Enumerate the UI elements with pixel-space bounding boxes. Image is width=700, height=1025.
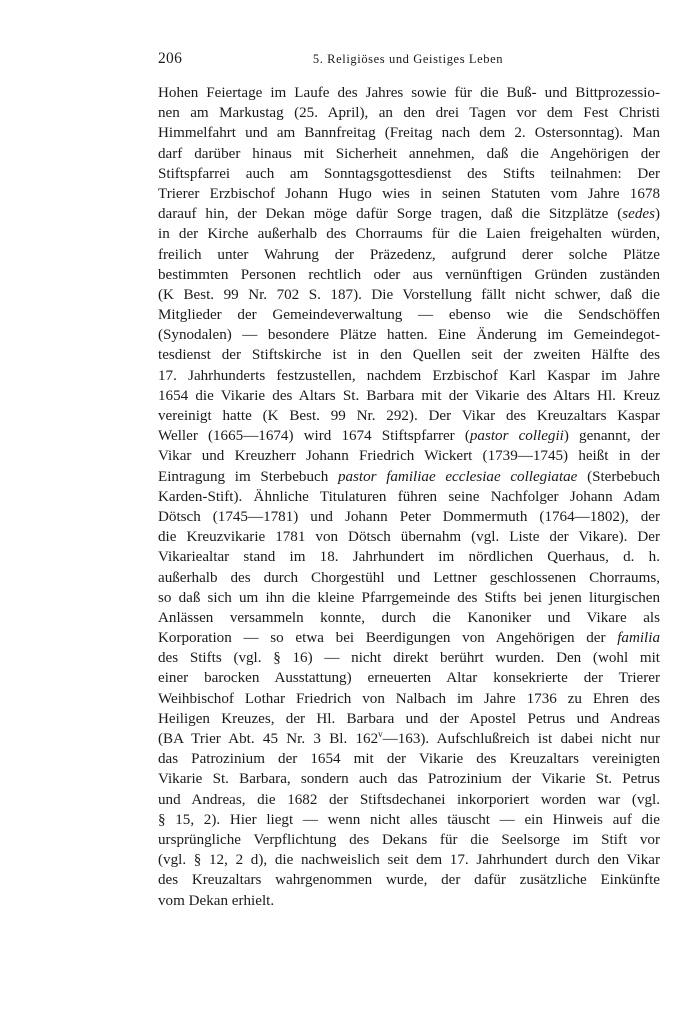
text-line <box>158 588 660 608</box>
text-line <box>158 487 660 507</box>
text-line <box>158 830 660 850</box>
text-segment: darf darüber hinaus mit Sicherheit annehmen, daß die Angehörigen der <box>158 145 660 162</box>
italic-term: sedes <box>622 206 655 223</box>
text-segment: Karden-Stift). Ähnliche Titulaturen führen seine Nachfolger Johann Adam <box>158 488 660 505</box>
text-line <box>158 305 660 325</box>
text-line <box>158 345 660 365</box>
text-segment: Dötsch (1745—1781) und Johann Peter Dommermuth (1764—1802), der <box>158 508 660 525</box>
text-segment: Trierer Erzbischof Johann Hugo wies in seinen Statuten vom Jahre 1678 <box>158 185 660 202</box>
text-line <box>158 386 660 406</box>
text-line <box>158 769 660 789</box>
text-segment: Heiligen Kreuzes, der Hl. Barbara und der Apostel Petrus und Andreas <box>158 710 660 727</box>
text-segment: Mitglieder der Gemeindeverwaltung — ebenso wie die Sendschöffen <box>158 307 660 324</box>
text-segment: Hohen Feiertage im Laufe des Jahres sowie für die Buß- und Bittprozessio- <box>158 85 660 101</box>
italic-term: pastor familiae ecclesiae collegiatae <box>337 468 578 485</box>
text-line <box>158 729 660 749</box>
text-line <box>158 527 660 547</box>
text-segment: einer barocken Ausstattung) erneuerten Altar konsekrierte der Trierer <box>158 670 660 687</box>
text-line <box>158 184 660 204</box>
superscript: v <box>378 728 383 739</box>
text-segment: ) genannt, der <box>563 428 661 445</box>
text-line <box>158 103 660 123</box>
text-segment: (Synodalen) — besondere Plätze hatten. Eine Änderung im Gemeindegot- <box>158 327 660 344</box>
text-line <box>158 446 660 466</box>
text-segment: Himmelfahrt und am Bannfreitag (Freitag nach dem 2. Ostersonntag). Man <box>158 125 660 142</box>
text-segment: bestimmten Personen rechtlich oder aus vernünftigen Gründen zuständen <box>158 266 660 283</box>
text-line <box>158 709 660 729</box>
text-line <box>158 406 660 426</box>
text-segment: so daß sich um ihn die kleine Pfarrgemeinde des Stifts bei jenen liturgischen <box>158 589 660 606</box>
text-segment: ) <box>654 206 660 223</box>
text-segment: tesdienst der Stiftskirche ist in den Quellen seit der zweiten Hälfte des <box>158 347 660 364</box>
text-segment: das Patrozinium der 1654 mit der Vikarie des Kreuzaltars vereinigten <box>158 751 660 768</box>
text-segment: —163). Aufschlußreich ist dabei nicht nur <box>382 731 660 747</box>
text-segment: ursprüngliche Verpflichtung des Dekans für die Seelsorge im Stift vor <box>158 831 660 848</box>
text-line <box>158 285 660 305</box>
italic-term: pastor collegii <box>469 428 564 445</box>
text-segment: vom Dekan erhielt. <box>158 892 275 909</box>
text-segment: darauf hin, der Dekan möge dafür Sorge tragen, daß die Sitzplätze ( <box>158 206 623 223</box>
text-line <box>158 608 660 628</box>
text-line <box>158 245 660 265</box>
text-segment: Korporation — so etwa bei Beerdigungen von Angehörigen der <box>158 630 618 647</box>
text-segment: Weller (1665—1674) wird 1674 Stiftspfarrer ( <box>158 428 470 445</box>
text-segment: (BA Trier Abt. 45 Nr. 3 Bl. 162 <box>158 731 379 747</box>
text-line <box>158 507 660 527</box>
text-segment: in der Kirche außerhalb des Chorraums für die Laien freigehalten würden, <box>158 226 660 243</box>
text-segment: Vikar und Kreuzherr Johann Friedrich Wickert (1739—1745) heißt in der <box>158 448 660 465</box>
text-segment: (K Best. 99 Nr. 702 S. 187). Die Vorstellung fällt nicht schwer, daß die <box>158 286 660 303</box>
text-line <box>158 83 660 103</box>
text-line <box>158 870 660 890</box>
text-segment: Weihbischof Lothar Friedrich von Nalbach im Jahre 1736 zu Ehren des <box>158 690 660 707</box>
text-segment: 1654 die Vikarie des Altars St. Barbara mit der Vikarie des Altars Hl. Kreuz <box>158 387 660 404</box>
text-segment: 17. Jahrhunderts festzustellen, nachdem Erzbischof Karl Kaspar im Jahre <box>158 367 660 384</box>
text-line <box>158 547 660 567</box>
text-segment: (vgl. § 12, 2 d), die nachweislich seit dem 17. Jahrhundert durch den Vikar <box>158 852 660 869</box>
text-segment: Stiftspfarrei auch am Sonntagsgottesdienst des Stifts teilnahmen: Der <box>158 165 660 182</box>
text-line <box>158 164 660 184</box>
text-line <box>158 426 660 446</box>
text-line <box>158 325 660 345</box>
text-line <box>158 224 660 244</box>
text-segment: Anlässen versammeln konnte, durch die Kanoniker und Vikare als <box>158 609 660 626</box>
text-segment: die Kreuzvikarie 1781 von Dötsch übernahm (vgl. Liste der Vikare). Der <box>158 529 660 546</box>
text-segment: vereinigt hatte (K Best. 99 Nr. 292). Der Vikar des Kreuzaltars Kaspar <box>158 408 660 424</box>
text-segment: außerhalb des durch Chorgestühl und Lettner geschlossenen Chorraums, <box>158 569 660 586</box>
text-segment: des Kreuzaltars wahrgenommen wurde, der dafür zusätzliche Einkünfte <box>158 872 660 889</box>
text-segment: Eintragung im Sterbebuch <box>158 468 338 485</box>
text-line <box>158 749 660 769</box>
italic-term: familia <box>617 630 660 647</box>
body-text <box>158 83 660 911</box>
page-header <box>158 50 658 72</box>
text-segment: § 15, 2). Hier liegt — wenn nicht alles täuscht — ein Hinweis auf die <box>158 811 660 828</box>
text-segment: und Andreas, die 1682 der Stiftsdechanei inkorporiert worden war (vgl. <box>158 791 660 808</box>
text-line <box>158 850 660 870</box>
text-segment: Vikarie St. Barbara, sondern auch das Patrozinium der Vikarie St. Petrus <box>158 771 660 788</box>
text-line <box>158 568 660 588</box>
text-segment: freilich unter Wahrung der Präzedenz, aufgrund derer solche Plätze <box>158 246 660 263</box>
text-line <box>158 123 660 143</box>
text-line <box>158 628 660 648</box>
text-line <box>158 467 660 487</box>
text-segment: des Stifts (vgl. § 16) — nicht direkt berührt wurden. Den (wohl mit <box>158 650 660 667</box>
text-line <box>158 891 660 911</box>
text-line <box>158 366 660 386</box>
text-line <box>158 204 660 224</box>
text-line <box>158 648 660 668</box>
text-line <box>158 810 660 830</box>
text-segment: (Sterbebuch <box>577 468 660 485</box>
text-line <box>158 790 660 810</box>
text-line <box>158 668 660 688</box>
text-segment: Vikariealtar stand im 18. Jahrhundert im nördlichen Querhaus, d. h. <box>158 549 660 566</box>
text-line <box>158 144 660 164</box>
page-number: 206 <box>158 50 183 67</box>
text-line <box>158 689 660 709</box>
text-segment: nen am Markustag (25. April), an den drei Tagen vor dem Fest Christi <box>158 105 660 122</box>
running-head: 5. Religiöses und Geistiges Leben <box>312 52 504 66</box>
text-line <box>158 265 660 285</box>
